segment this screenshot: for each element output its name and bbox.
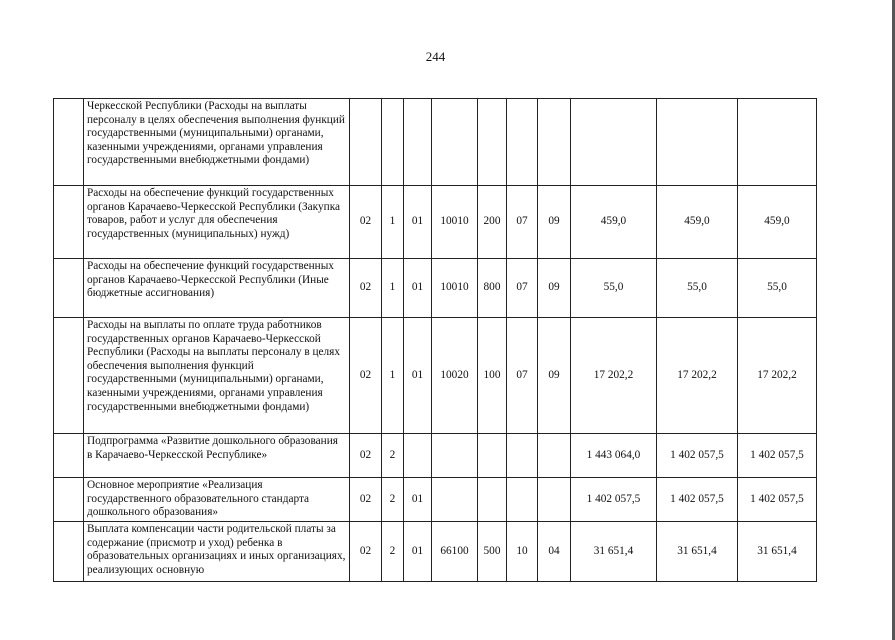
table-row (54, 478, 817, 522)
code-cell: 04 (538, 522, 571, 582)
code-cell: 2 (382, 478, 404, 522)
code-cell: 07 (507, 186, 538, 259)
code-cell: 02 (350, 186, 382, 259)
code-cell (507, 478, 538, 522)
amount-cell: 1 402 057,5 (657, 478, 738, 522)
code-cell: 09 (538, 318, 571, 434)
code-cell (404, 99, 432, 186)
amount-cell: 17 202,2 (571, 318, 657, 434)
code-cell: 1 (382, 186, 404, 259)
code-cell (432, 99, 478, 186)
amount-cell: 31 651,4 (657, 522, 738, 582)
amount-cell: 459,0 (571, 186, 657, 259)
code-cell: 1 (382, 318, 404, 434)
code-cell: 02 (350, 478, 382, 522)
row-number-cell (54, 434, 84, 478)
code-cell: 10020 (432, 318, 478, 434)
amount-cell (738, 99, 817, 186)
amount-cell: 31 651,4 (738, 522, 817, 582)
amount-cell: 17 202,2 (657, 318, 738, 434)
description-cell: Расходы на обеспечение функций государственных органов Карачаево-Черкесской Республики (Иные бюджетные ассигнования) (84, 259, 350, 318)
amount-cell: 1 402 057,5 (738, 434, 817, 478)
code-cell (538, 434, 571, 478)
description-cell: Черкесской Республики (Расходы на выплаты персоналу в целях обеспечения выполнения функций государственными (муниципальными) органами, казенными учреждениями, органами управления государственными внебюджетными фондами) (84, 99, 350, 186)
code-cell: 07 (507, 318, 538, 434)
code-cell: 01 (404, 318, 432, 434)
description-cell: Подпрограмма «Развитие дошкольного образования в Карачаево-Черкесской Республике» (84, 434, 350, 478)
amount-cell: 31 651,4 (571, 522, 657, 582)
code-cell: 01 (404, 186, 432, 259)
code-cell: 09 (538, 259, 571, 318)
code-cell (538, 99, 571, 186)
code-cell: 02 (350, 259, 382, 318)
code-cell: 02 (350, 434, 382, 478)
code-cell: 66100 (432, 522, 478, 582)
table-row (54, 522, 817, 582)
code-cell: 01 (404, 478, 432, 522)
code-cell (478, 434, 507, 478)
code-cell (350, 99, 382, 186)
code-cell: 1 (382, 259, 404, 318)
code-cell (404, 434, 432, 478)
code-cell: 02 (350, 318, 382, 434)
amount-cell (571, 99, 657, 186)
code-cell: 500 (478, 522, 507, 582)
code-cell (382, 99, 404, 186)
code-cell (478, 478, 507, 522)
description-cell: Расходы на обеспечение функций государственных органов Карачаево-Черкесской Республики (Закупка товаров, работ и услуг для обеспечения государственных (муниципальных) нужд) (84, 186, 350, 259)
row-number-cell (54, 259, 84, 318)
code-cell (432, 434, 478, 478)
code-cell (538, 478, 571, 522)
code-cell: 09 (538, 186, 571, 259)
code-cell: 10010 (432, 186, 478, 259)
table-row (54, 318, 817, 434)
amount-cell: 55,0 (657, 259, 738, 318)
description-cell: Основное мероприятие «Реализация государственного образовательного стандарта дошкольного образования» (84, 478, 350, 522)
table-row (54, 99, 817, 186)
amount-cell: 1 402 057,5 (571, 478, 657, 522)
amount-cell: 1 402 057,5 (657, 434, 738, 478)
code-cell: 01 (404, 522, 432, 582)
code-cell: 02 (350, 522, 382, 582)
amount-cell: 55,0 (571, 259, 657, 318)
code-cell: 100 (478, 318, 507, 434)
budget-table (53, 98, 817, 582)
code-cell (507, 99, 538, 186)
code-cell: 07 (507, 259, 538, 318)
row-number-cell (54, 478, 84, 522)
code-cell: 10010 (432, 259, 478, 318)
code-cell (478, 99, 507, 186)
table-row (54, 434, 817, 478)
row-number-cell (54, 522, 84, 582)
code-cell (507, 434, 538, 478)
amount-cell: 55,0 (738, 259, 817, 318)
code-cell: 800 (478, 259, 507, 318)
table-row (54, 259, 817, 318)
code-cell: 10 (507, 522, 538, 582)
code-cell: 2 (382, 522, 404, 582)
table-row (54, 186, 817, 259)
amount-cell: 17 202,2 (738, 318, 817, 434)
row-number-cell (54, 186, 84, 259)
amount-cell: 459,0 (738, 186, 817, 259)
page-number: 244 (425, 49, 446, 64)
amount-cell: 459,0 (657, 186, 738, 259)
amount-cell: 1 402 057,5 (738, 478, 817, 522)
row-number-cell (54, 99, 84, 186)
code-cell: 2 (382, 434, 404, 478)
code-cell: 200 (478, 186, 507, 259)
code-cell: 01 (404, 259, 432, 318)
description-cell: Выплата компенсации части родительской платы за содержание (присмотр и уход) ребенка в образовательных организациях и иных организациях, реализующих основную (84, 522, 350, 582)
description-cell: Расходы на выплаты по оплате труда работников государственных органов Карачаево-Черкесской Республики (Расходы на выплаты персоналу в целях обеспечения выполнения функций государственными (муниципальными) органами, казенными учреждениями, органами управления государственными внебюджетными фондами) (84, 318, 350, 434)
amount-cell: 1 443 064,0 (571, 434, 657, 478)
row-number-cell (54, 318, 84, 434)
amount-cell (657, 99, 738, 186)
code-cell (432, 478, 478, 522)
